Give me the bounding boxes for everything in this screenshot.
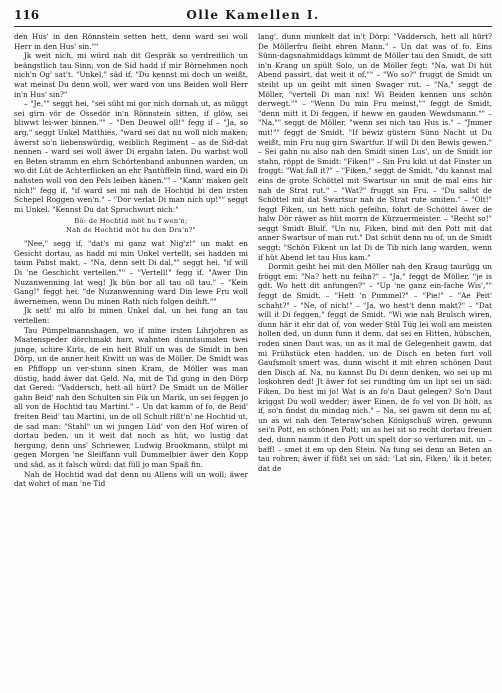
page-number: 116	[14, 8, 40, 22]
paragraph: lang', dunn munkelt dat in't Dörp: "Vaddersch, hett all hürt? De Möllerfru fleiht ehren Mann." – Un dat was of fo. Eins Sünn-dagsnahmiddags kümmt de Möller tau den Smidt, de sitt in'n Krang un spült Solo, un de Möller fegt: "Na, wat Di hüt Abend passirt, dat weit it of."" – "Wo so?" fruggt de Smidt un steiht up un geiht mit sinen Swager rut. – "Na," seggt de Möller, "vertell Di man nix! Wi Beiden kennen uns schön derwegt."" – "Wenn Du min Fru meinst,"" feggt de Smidt, "denn mitt it Di feggen, if heww en gauden Wewdsmann."" – "Na,"" seggt de Möller, "wenn sei nich tau Hus is." – "Jmmer mit!"" feggt de Smidt. "If bewiz güstern Sünn Nacht ut Du weißt, min Fru nug girn Swartfur. If will Di den Bewis gewen." – Sei gahn nu also nah den Smidt sinen Lus', un de Smidt ior stahn, röppt de Smidt: "Fiken!" – Sin Fru kikt ut dat Finster un froggt: "Wat fall it?" – "Fiken," seggt de Smidt, "du kannst mal eins de grote Schöttel mit Swartsur un smit de mal eins hir nah de Strat rut." – "Wat?" fruggt sin Fru. – "Du sallst de Schöttel mit dat Swartsur nah de Strat rute smiten." – "Olt!" feggt Fiken, un hett nich gefeihn, fohrt de Schöttel äwer de halw Dör räwer as hüt morrn de Kürzuermeister. – "Recht so!" seggt Smidt Blulf. "Un nu, Fiken, bind mit den Pott mit dat anner Swartsur of man rut." Dat schüt denn nu of, un de Smidt seggt: "Schön Fikent un lat Di de Tib nich lang warden, wenn if hüt Abend let tau Hus kam."	[258, 32, 492, 262]
paragraph: – "Je,"" seggt hei, "sei süht mi gor nich dornah ut, as müggt sei girn vör de Ossedör in'n Rönnstein sitten, if glöw, sei bliwwt lei-wer binnen."" – "Den Deuwel oll!" fegg if – "Ja, so arg," seggt Unkel Matthies, "ward sei dat nu woll nich maken; äwerst so'n liebenswürdig, weiblich Regiment – as de Sid-dat nennen – ward sei woll äwer Di ergahn laten. Du warbst woll en Beten stramm en ehrn Schörtenband anbunnen warden, un wo dit Lüt de Achterflicken an ehr Pantüffeln fünd, ward ein Di nahsten woll von den Pels leiben känen."" – "Kann' maken gelt nich!" fegg if, "if ward sei mi nah de Hochtid bi den irsten Schepel Roggen wen'n." – "Dor verlat Di man nich up!"" seggt mi Unkel. "Kennst Du dat Spruchwurt nich:"	[14, 99, 248, 214]
paragraph: den Hus' in den Rönnstein setten hett, denn ward sei woll Herr in den Hus' sin.""	[14, 32, 248, 51]
proverb-line: Nah de Hochtid möt hu den Dra'n?"	[66, 226, 196, 235]
paragraph: "Nee," segg if, "dat's mi ganz wat Nig'z!" un makt en Gesicht dortau, as hadd mi min Unkel vertellt, sei hadden mi taum Pabst makt, – "Na, denn sett Di dal,"" seggt hei, "if will Di 'ne Geschicht vertellen."" – "Vertell!" fegg if. "Awer Din Nuzanwenning lat weg! Jk bün bor all tau oll tau." – "Kein Gang!" feggt hei, "de Nuzanwenning ward Din lewe Fru woll äwernemen, wenn Du minen Rath nich folgen deihft.""	[14, 239, 248, 306]
text-columns	[14, 32, 492, 489]
proverb-line: Bö: de Hochtid möt hu f wen'n;	[74, 217, 188, 226]
paragraph: Jk weit nich, mi würd nah dit Gespräk so verdreitlich un beängstlich tau Sinn; von de Sid hadd if mir Börnehmen noch nich'n Og' sat't. "Unkel," säd if, "Du kennst mi doch un weißt, wat meinst Du denn woll, wer ward von uns Beiden woll Herr in'n Hus' sin?"	[14, 51, 248, 99]
paragraph: Dormit geiht hei mit den Möller nah den Kraug taurügg un fröggt em: "Na? hett nu feihn?" – "Ja," feggt de Möller, "je is gdt. Wo hett dit anfungen?" – "Up 'ne ganz ein-fache Wis',"" feggt de Smidt. – "Hett 'n Pummel?" – "Pie!" – "Ae Peit' schaht?" – "Ne, of nich!" – "Ja, wo hest't denn makt?" – "Dat will it Di feggen," feggt de Smidt. "Wi wie nah Brulsch wiren, dunn här it ehr dat of, von weder Stül Tüg lei woll am meisten hollen ded, un dunn funn it denn, dat sei en Hitten, hübschen, roden sinen Daut was, un as it mal de Gelegenheit gawm, dat mi Frühstück eten hadden, un de Disch en beten furt voll Gaufsmolt smert was, dunn wischt it mit ehren schönen Daut den Disch af. Na, nu kannst Du Di denn denken, wo sei up mi loskohren ded! Jt äwer fot sei rundting üm un lipt sei un säd: Fiken, Du hest mi jo! Wat is an fo'n Daut gelegen? So'n Daut kriggst Du woll wedder; äwer Einen, de fo vel von Di hölt, as if, so'n findst du mindag nich." – Na, sei gawm sit denn nu af, un as wi nah den Teteraw'schen Königschuß wiren, gewunn sei'n Pott, en schönen Pott; un as hei sit so recht dortau freuen ded, dunn namm it den Pott un spelt dor so verluren mit, un – baff! – smet it em up den Stein. Na fung sei denn an Beten an tau rohren; äwer if füßt sei un säd: 'Lat sin, Fiken,' ik it beter, dat de	[258, 262, 492, 473]
right-column	[258, 32, 492, 489]
paragraph: Tau Pümpelmannshagen, wo if mine irsten Lihrjohren as Maatenspeder dörchmakt harr, wahnten dunntaumalen twei junge, schire Kirls, de ein heit Blulf un was de Smidt in ben Dörp, un de anner heit Kiwitt un was de Möller. De Smidt was en Pfiffopp un ver-stunn sinen Kram, de Möller was man düstig, hadd äwer dat Geld. Na, mit de Tid gung in den Dörp dat Gered: "Vaddersch, hett all hürt? De Smidt un de Möller gahn Beid' nah den Schulten sin Fik un Marik, un sei feggen jo all von de Hochtid tau Martini." – Un dat kamm of fo, de Beid' freiten Beid' tau Martini, un de oll Schult rißt'n' ne Hochtid ut, de sad man: "Stahl" un wi jungen Lüd' von den Hof wiren of dortau beden, un it weit dat noch as hüt, wo lustig dat hergung, denn uns' Schriewer, Ludwig Brookmann, stülpt mi gegen Morgen 'ne Sleiffann vull Dummelbier äwer den Kopp und säd, as it falsch würd: dat füll jo man Spaß fin.	[14, 325, 248, 469]
paragraph: Nah de Hochtid wad dat denn nu Allens will un woll; äwer dat wohrt of man 'ne Tid	[14, 469, 248, 489]
paragraph: Jk sett' mi alfo bi minen Unkel dal, un hei fung an tau vertellen:	[14, 306, 248, 326]
left-column	[14, 32, 248, 489]
page-header	[14, 6, 492, 27]
running-title: Olle Kamellen I.	[186, 8, 320, 22]
